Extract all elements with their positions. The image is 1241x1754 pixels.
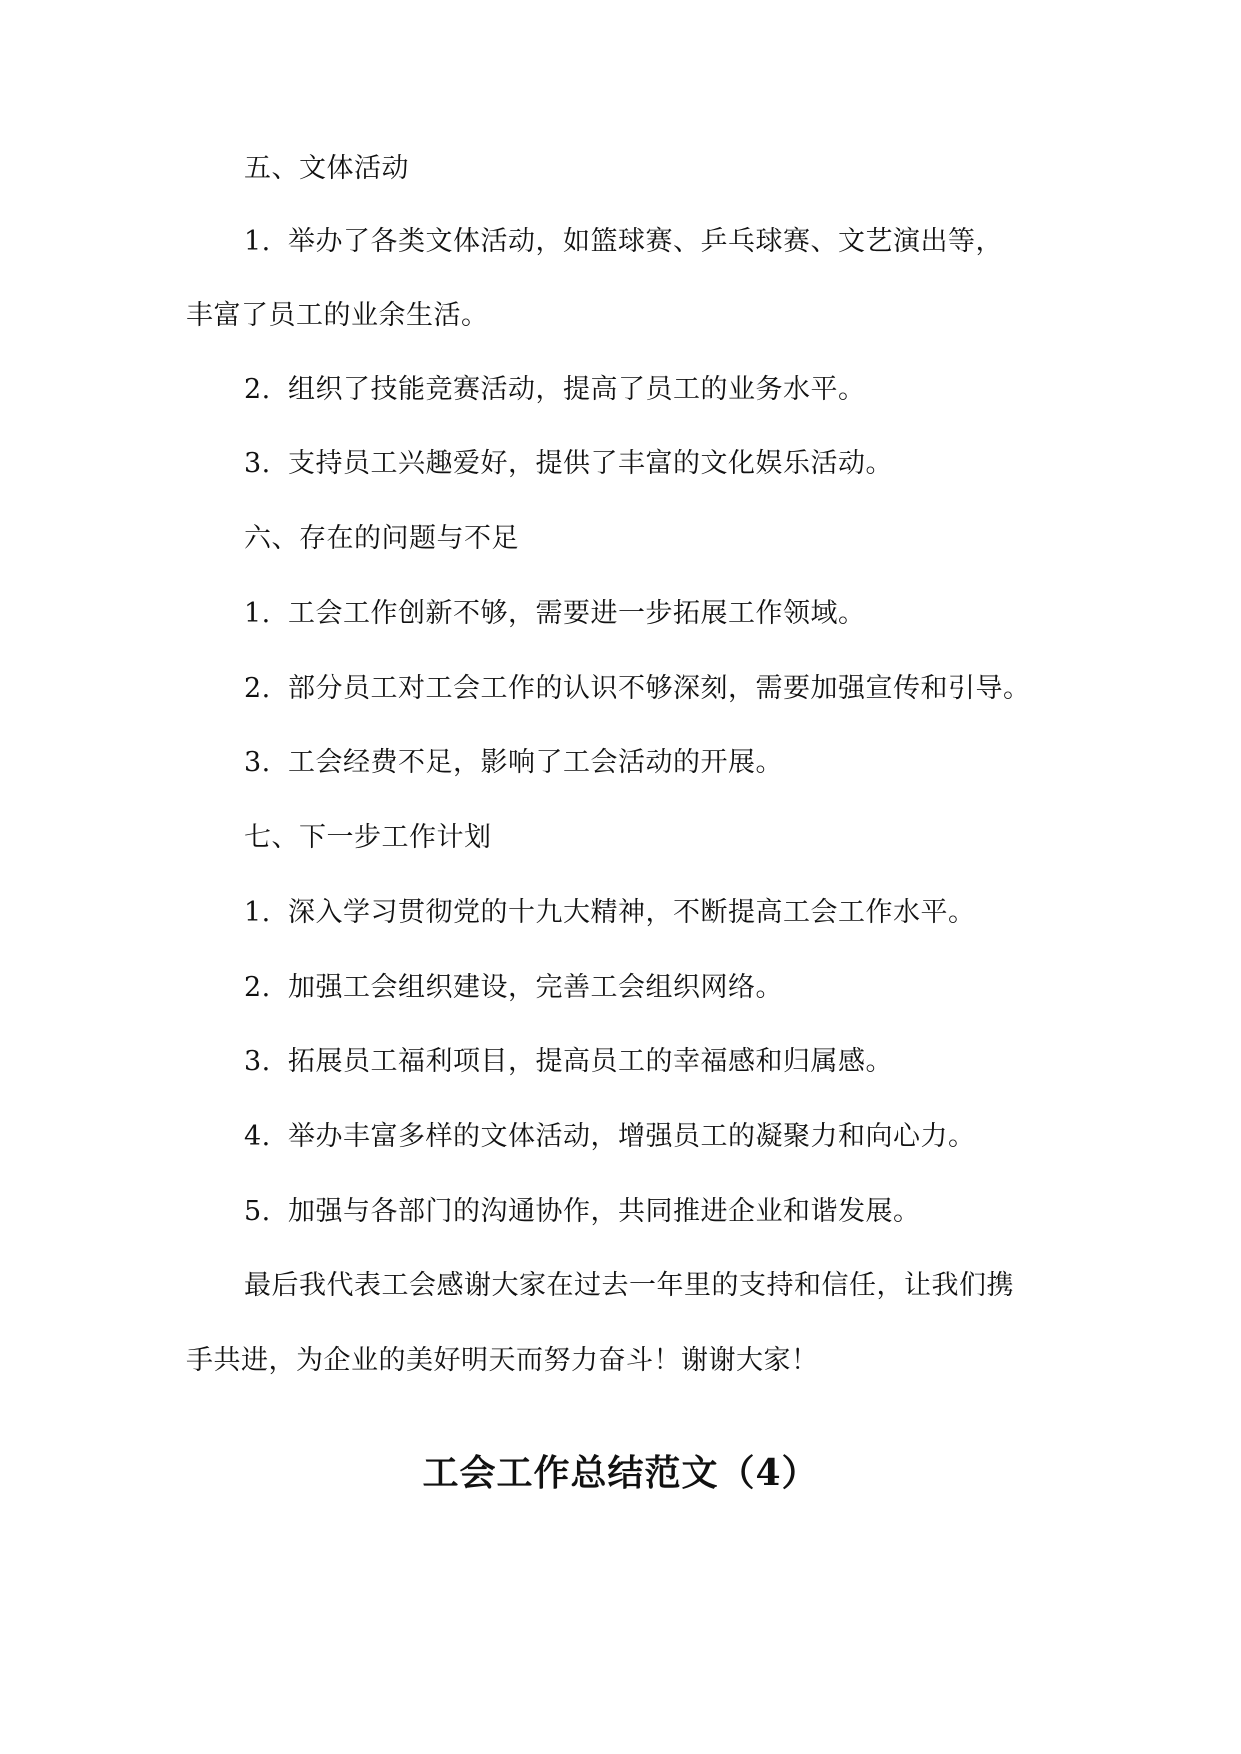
item-number: 1. <box>244 598 271 629</box>
closing-paragraph-line-2: 手共进，为企业的美好明天而努力奋斗！谢谢大家！ <box>186 1345 819 1376</box>
list-item <box>244 1044 893 1080</box>
item-number: 5. <box>244 1196 271 1227</box>
list-item <box>244 1119 976 1155</box>
item-number: 2. <box>244 374 271 405</box>
list-item <box>244 970 783 1006</box>
item-text: 工会经费不足，影响了工会活动的开展。 <box>288 747 783 778</box>
item-number: 3. <box>244 747 271 778</box>
list-item <box>244 745 783 781</box>
item-number: 1. <box>244 897 271 928</box>
item-text: 组织了技能竞赛活动，提高了员工的业务水平。 <box>288 374 866 405</box>
item-text: 部分员工对工会工作的认识不够深刻，需要加强宣传和引导。 <box>288 673 1031 704</box>
item-text: 深入学习贯彻党的十九大精神，不断提高工会工作水平。 <box>288 897 976 928</box>
list-item <box>244 1194 921 1230</box>
item-text: 举办丰富多样的文体活动，增强员工的凝聚力和向心力。 <box>288 1121 976 1152</box>
item-text: 工会工作创新不够，需要进一步拓展工作领域。 <box>288 598 866 629</box>
section-heading-7: 七、下一步工作计划 <box>244 822 492 853</box>
item-number: 2. <box>244 673 271 704</box>
list-item <box>244 671 1031 707</box>
item-text: 支持员工兴趣爱好，提供了丰富的文化娱乐活动。 <box>288 448 893 479</box>
item-text: 加强工会组织建设，完善工会组织网络。 <box>288 972 783 1003</box>
list-item-continuation: 丰富了员工的业余生活。 <box>186 300 489 331</box>
list-item <box>244 372 866 408</box>
item-text: 加强与各部门的沟通协作，共同推进企业和谐发展。 <box>288 1196 921 1227</box>
item-text: 拓展员工福利项目，提高员工的幸福感和归属感。 <box>288 1046 893 1077</box>
list-item <box>244 895 976 931</box>
section-heading-6: 六、存在的问题与不足 <box>244 523 519 554</box>
closing-paragraph-line-1: 最后我代表工会感谢大家在过去一年里的支持和信任，让我们携 <box>244 1270 1014 1301</box>
list-item <box>244 224 1003 260</box>
document-title: 工会工作总结范文（4） <box>422 1452 819 1494</box>
item-number: 3. <box>244 448 271 479</box>
list-item <box>244 596 866 632</box>
item-number: 2. <box>244 972 271 1003</box>
item-text: 举办了各类文体活动，如篮球赛、乒乓球赛、文艺演出等， <box>288 226 1003 257</box>
item-number: 1. <box>244 226 271 257</box>
section-heading-5: 五、文体活动 <box>244 153 409 184</box>
list-item <box>244 446 893 482</box>
item-number: 4. <box>244 1121 271 1152</box>
item-number: 3. <box>244 1046 271 1077</box>
